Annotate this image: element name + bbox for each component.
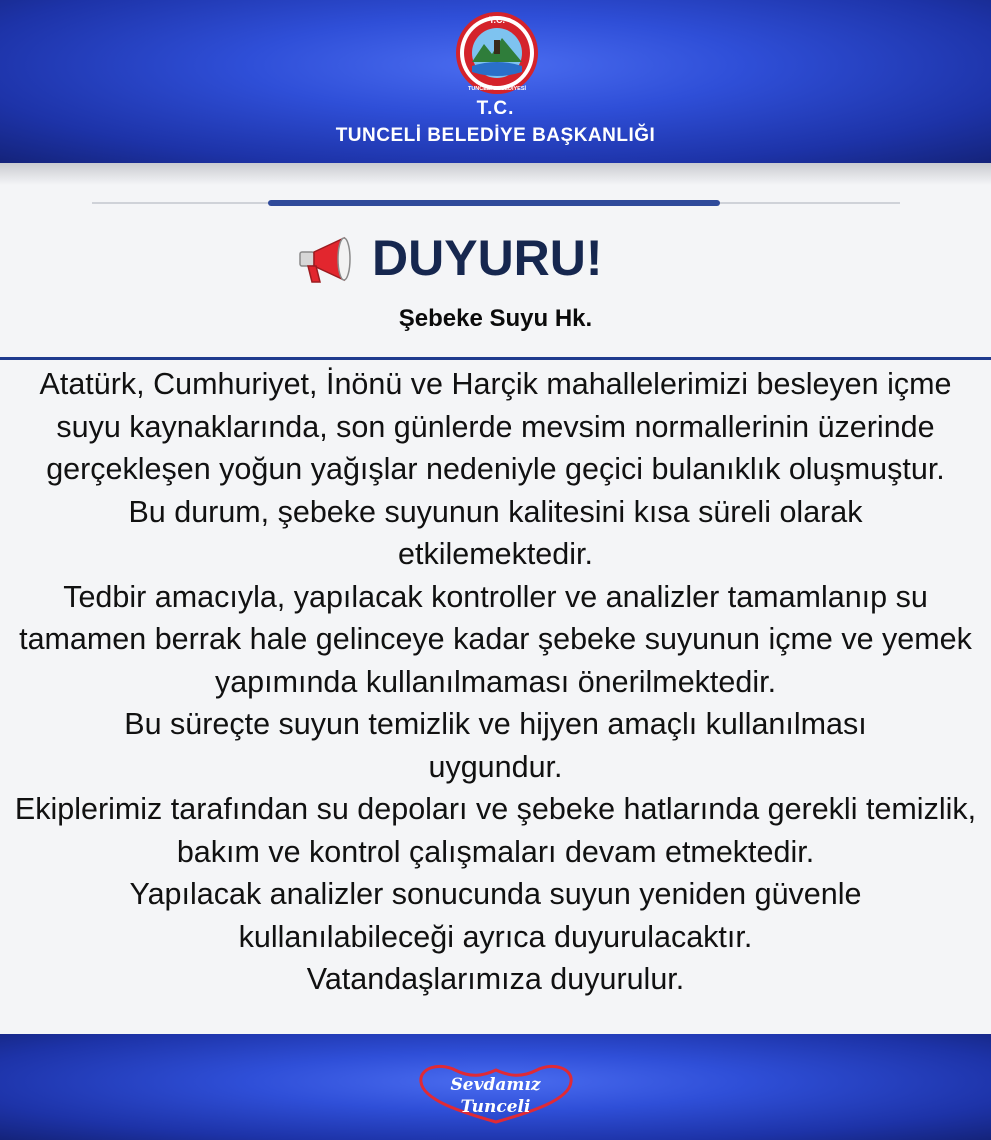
municipality-logo-icon: [454, 10, 540, 96]
paragraph: Bu durum, şebeke suyunun kalitesini kısa süreli olarak etkilemektedir.: [128, 494, 863, 571]
announcement-title: DUYURU!: [372, 230, 603, 286]
svg-text:T.C.: T.C.: [488, 15, 506, 25]
slogan-line2: Tunceli: [460, 1097, 531, 1117]
paragraph: Yapılacak analizler sonucunda suyun yeniden güvenle kullanılabileceği ayrıca duyurulacaktır.: [129, 877, 862, 954]
institution-name: TUNCELİ BELEDİYE BAŞKANLIĞI: [335, 125, 656, 146]
paragraph: Tedbir amacıyla, yapılacak kontroller ve analizler tamamlanıp su tamamen berrak hale gelinceye kadar şebeke suyunun içme ve yemek yapımında kullanılmaması önerilmektedir.: [19, 579, 972, 699]
paragraph: Atatürk, Cumhuriyet, İnönü ve Harçik mahallelerimizi besleyen içme suyu kaynaklarında, son günlerde mevsim normallerinin üzerinde gerçekleşen yoğun yağışlar nedeniyle geçici bulanıklık oluşmuştur.: [39, 367, 952, 486]
content-divider: [0, 357, 991, 360]
header-tc: T.C.: [476, 98, 515, 119]
announcement-body: [0, 363, 991, 1001]
paragraph: Vatandaşlarımıza duyurulur.: [306, 962, 685, 996]
svg-text:TUNCELİ BELEDİYESİ: TUNCELİ BELEDİYESİ: [467, 86, 527, 92]
header-shadow: [0, 163, 991, 185]
decorative-rule-accent: [268, 200, 720, 206]
paragraph: Ekiplerimiz tarafından su depoları ve şebeke hatlarında gerekli temizlik, bakım ve kontrol çalışmaları devam etmektedir.: [14, 792, 977, 869]
paragraph: Bu süreçte suyun temizlik ve hijyen amaçlı kullanılması uygundur.: [124, 707, 867, 784]
megaphone-icon: [296, 232, 356, 286]
slogan-line1: Sevdamız: [450, 1075, 541, 1095]
announcement-subtitle: Şebeke Suyu Hk.: [398, 305, 593, 332]
